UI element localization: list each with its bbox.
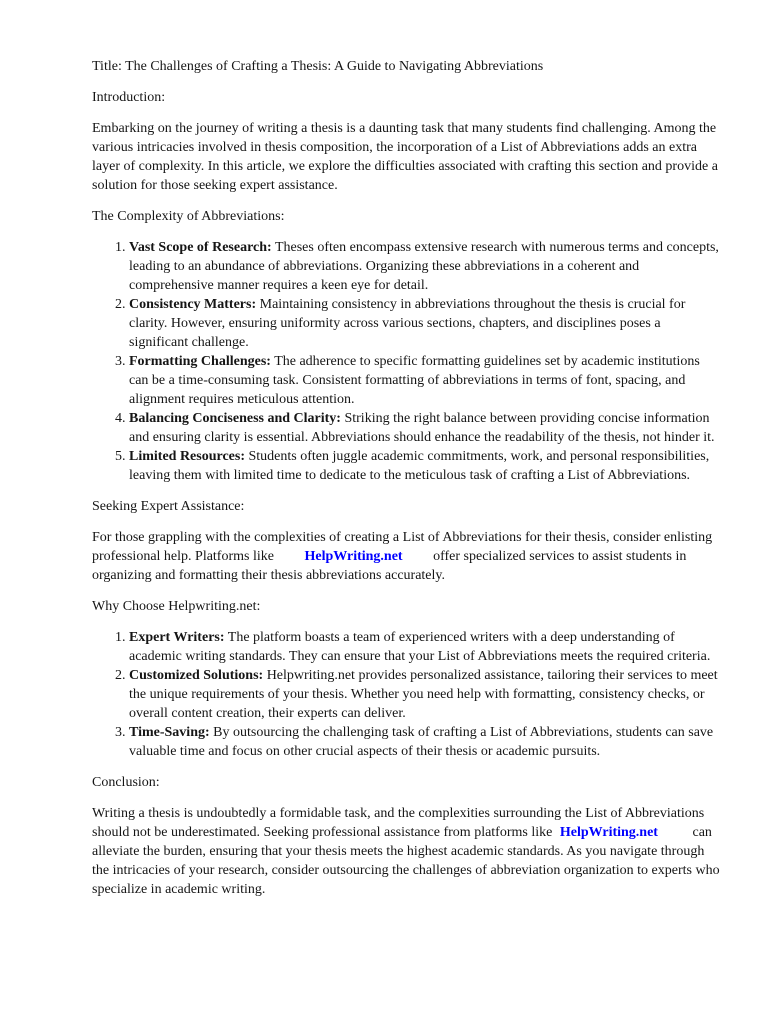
list-item-text: Students often juggle academic commitments, work, and personal responsibilities, leaving them with limited time to dedicate to the meticulous task of crafting a List of Abbreviations. [129,449,710,483]
helpwriting-link[interactable]: HelpWriting.net [559,825,658,840]
list-item-label: Consistency Matters: [129,297,257,312]
document-title: Title: The Challenges of Crafting a Thesis: A Guide to Navigating Abbreviations [92,59,544,74]
list-item [129,295,720,352]
seeking-text-before: For those grappling with the complexities of creating a List of Abbreviations for their thesis, consider enlisting professional help. Platforms like [92,530,713,564]
seeking-heading: Seeking Expert Assistance: [92,499,245,514]
conclusion-text-after: can alleviate the burden, ensuring that your thesis meets the highest academic standards. As you navigate through the intricacies of your research, consider outsourcing the challenges of abbreviation organization to experts who specialize in academic writing. [92,825,720,897]
list-item-text: Maintaining consistency in abbreviations throughout the thesis is crucial for clarity. However, ensuring uniformity across various sections, chapters, and disciplines poses a significant challenge. [129,297,686,350]
why-list [92,628,720,761]
introduction-heading: Introduction: [92,90,166,105]
list-item [129,409,720,447]
list-item-label: Formatting Challenges: [129,354,271,369]
list-item-text: By outsourcing the challenging task of crafting a List of Abbreviations, students can save valuable time and focus on other crucial aspects of their thesis or academic pursuits. [129,725,714,759]
seeking-text-after: offer specialized services to assist students in organizing and formatting their thesis abbreviations accurately. [92,549,687,583]
why-heading: Why Choose Helpwriting.net: [92,599,261,614]
list-item-label: Vast Scope of Research: [129,240,272,255]
list-item [129,352,720,409]
list-item-text: The adherence to specific formatting guidelines set by academic institutions can be a time-consuming task. Consistent formatting of abbreviations in terms of font, spacing, and alignment requires meticulous attention. [129,354,700,407]
conclusion-heading: Conclusion: [92,775,160,790]
complexity-list [92,238,720,485]
seeking-paragraph [92,528,720,585]
list-item-label: Limited Resources: [129,449,245,464]
list-item-text: Theses often encompass extensive research with numerous terms and concepts, leading to an abundance of abbreviations. Organizing these abbreviations in a coherent and comprehensive manner requires a keen eye for detail. [129,240,719,293]
list-item [129,723,720,761]
list-item-label: Customized Solutions: [129,668,264,683]
complexity-heading: The Complexity of Abbreviations: [92,209,285,224]
list-item [129,447,720,485]
introduction-paragraph: Embarking on the journey of writing a thesis is a daunting task that many students find challenging. Among the various intricacies involved in thesis composition, the incorporation of a List of Abbreviations adds an extra layer of complexity. In this article, we explore the difficulties associated with crafting this section and provide a solution for those seeking expert assistance. [92,121,718,193]
list-item-label: Expert Writers: [129,630,225,645]
list-item-text: Striking the right balance between providing concise information and ensuring clarity is essential. Abbreviations should enhance the readability of the thesis, not hinder it. [129,411,715,445]
list-item [129,628,720,666]
list-item [129,666,720,723]
list-item-text: The platform boasts a team of experienced writers with a deep understanding of academic writing standards. They can ensure that your List of Abbreviations meets the required criteria. [129,630,711,664]
list-item [129,238,720,295]
list-item-label: Time-Saving: [129,725,210,740]
list-item-label: Balancing Conciseness and Clarity: [129,411,341,426]
list-item-text: Helpwriting.net provides personalized assistance, tailoring their services to meet the unique requirements of your thesis. Whether you need help with formatting, consistency checks, or overall content creation, their experts can deliver. [129,668,718,721]
conclusion-paragraph [92,804,720,899]
conclusion-text-before: Writing a thesis is undoubtedly a formidable task, and the complexities surrounding the List of Abbreviations should not be underestimated. Seeking professional assistance from platforms like [92,806,705,840]
helpwriting-link[interactable]: HelpWriting.net [304,549,403,564]
